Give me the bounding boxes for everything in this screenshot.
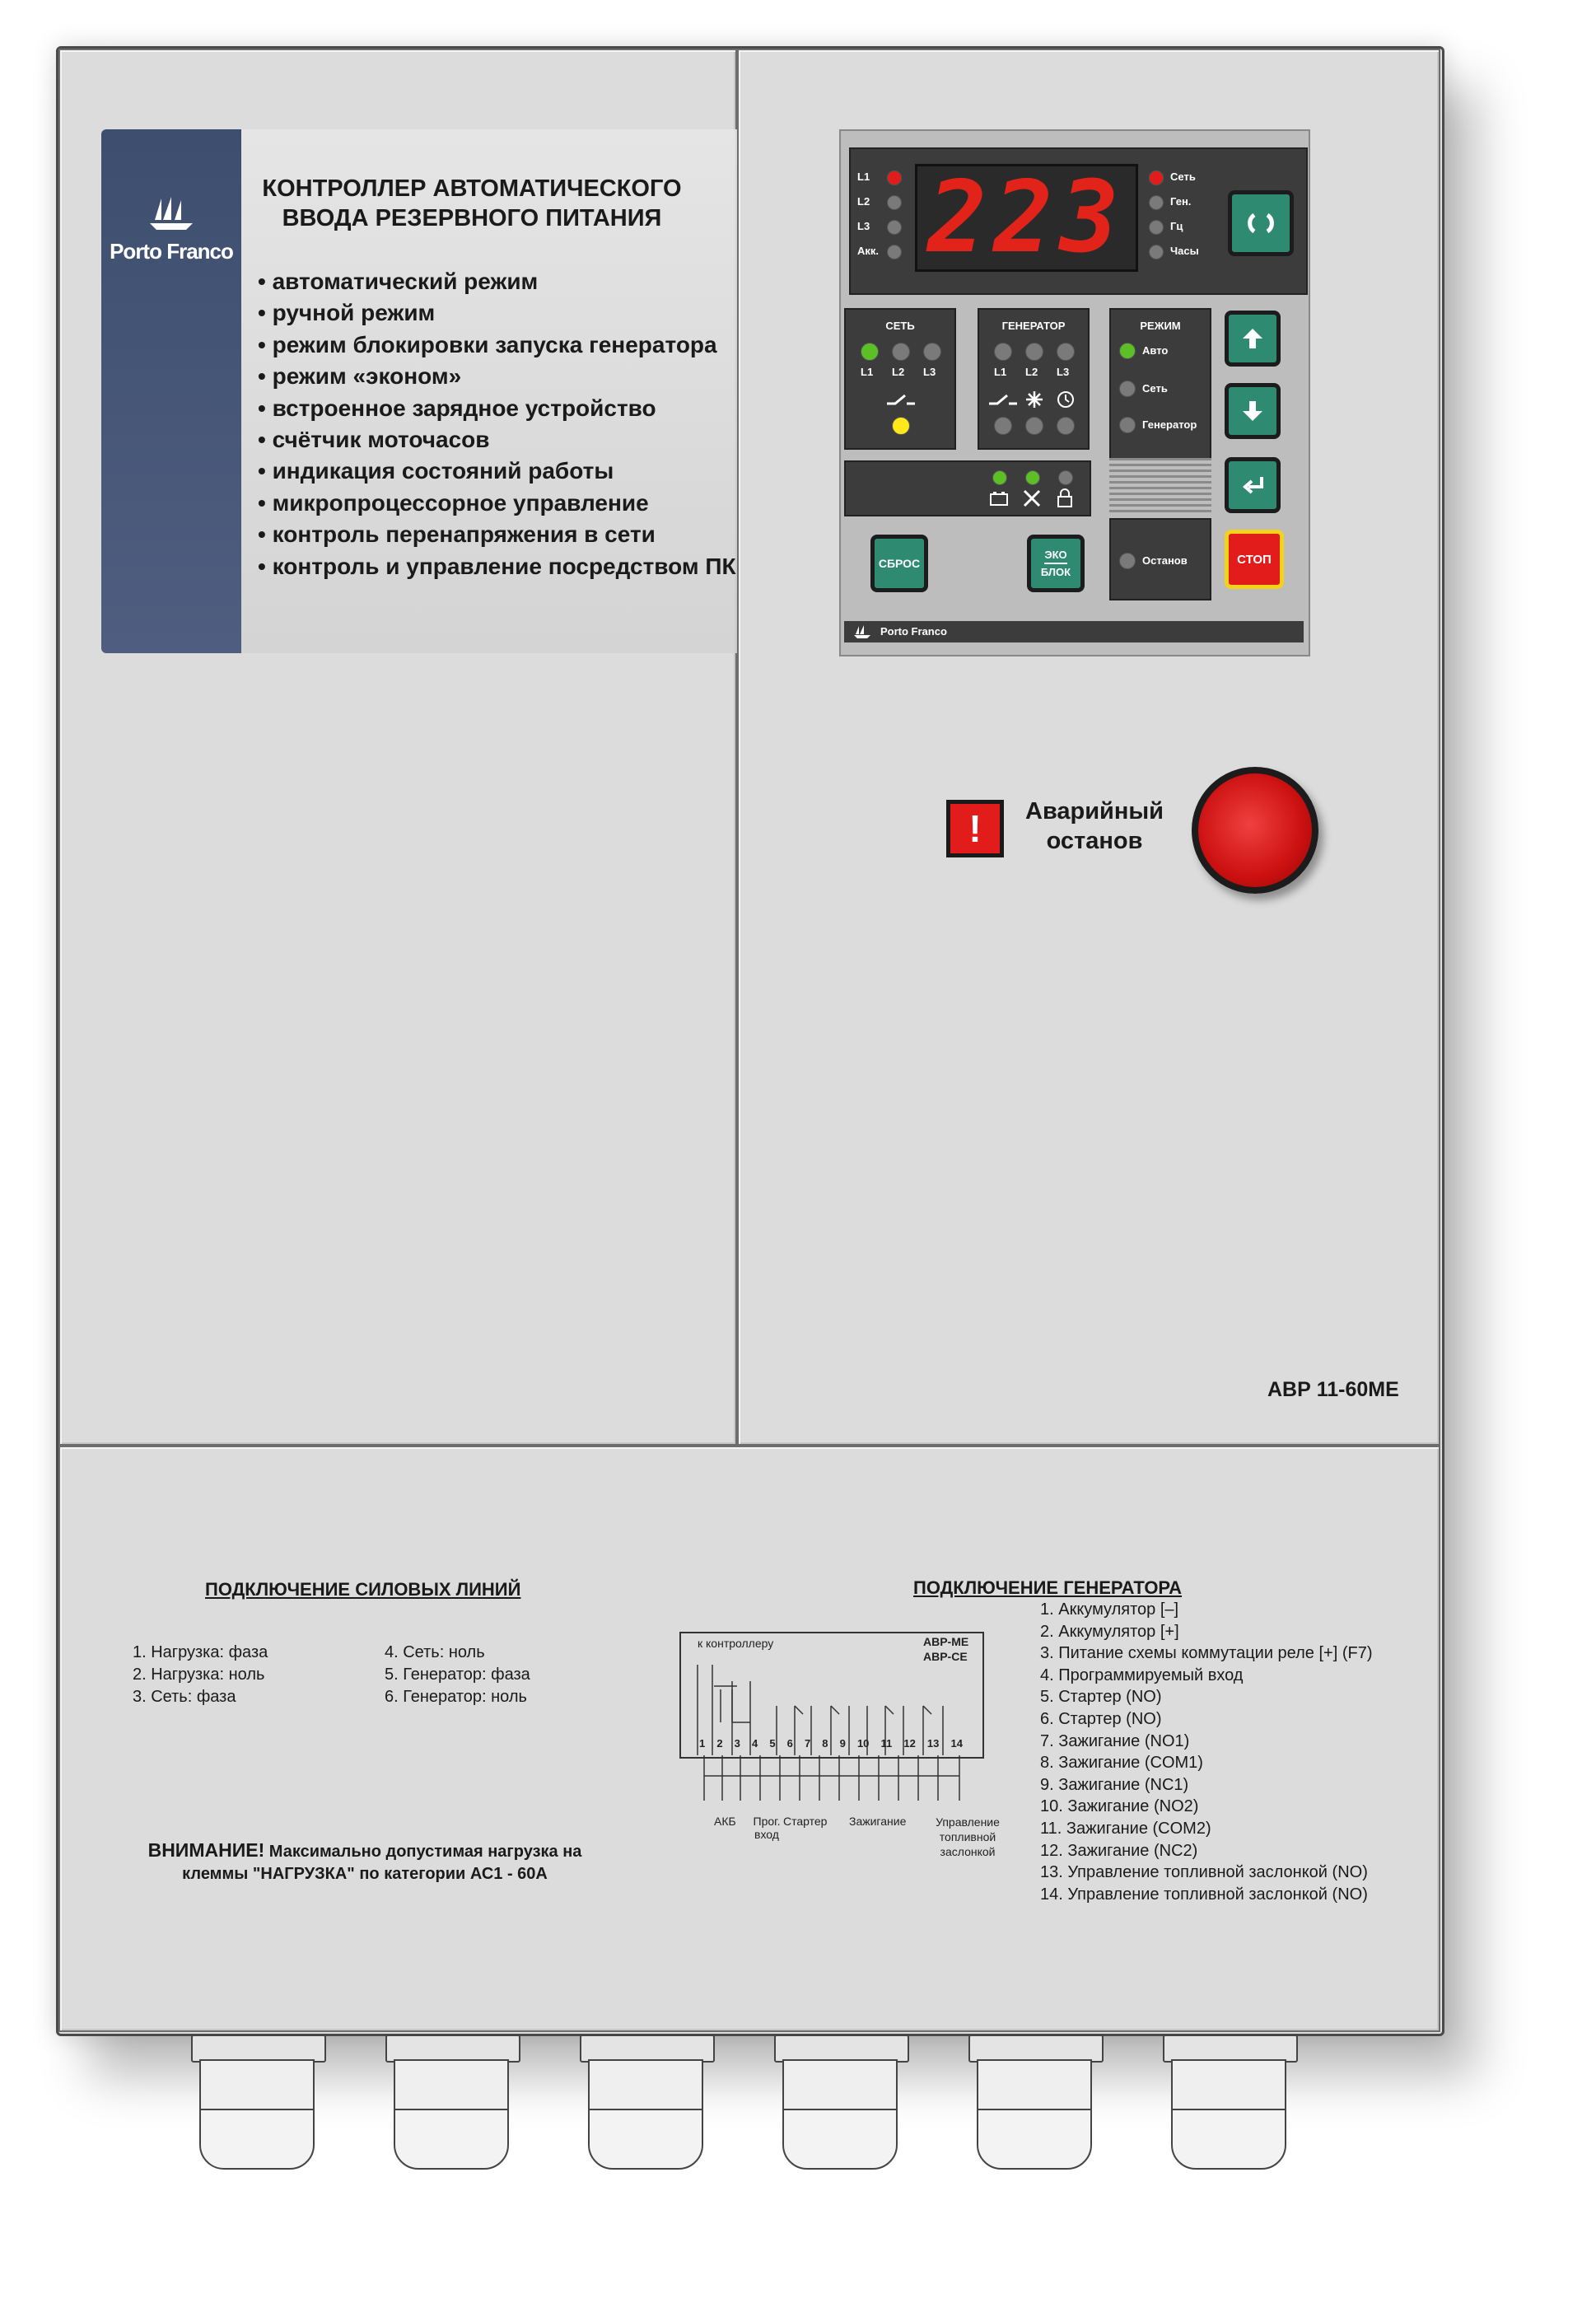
diagram-controller-label: к контроллеру <box>698 1637 774 1650</box>
device-title <box>241 174 702 233</box>
cabinet <box>56 46 1444 2036</box>
mode-title: РЕЖИМ <box>1140 320 1181 332</box>
terminal-item: 8. Зажигание (COM1) <box>1040 1754 1203 1773</box>
led-gen-l3 <box>1057 343 1075 361</box>
cable-gland <box>191 2035 323 2175</box>
gen-l2-label: L2 <box>1025 366 1038 378</box>
power-item: 5. Генератор: фаза <box>385 1666 530 1684</box>
display-box <box>849 147 1308 295</box>
terminal-item: 14. Управление топливной заслонкой (NO) <box>1040 1885 1368 1904</box>
terminal-item: 5. Стартер (NO) <box>1040 1688 1162 1707</box>
block-label: БЛОК <box>1040 566 1071 578</box>
caption-akb: АКБ <box>714 1815 736 1828</box>
label-akk: Акк. <box>857 245 880 257</box>
led-gen-switch <box>994 417 1012 435</box>
power-item: 6. Генератор: ноль <box>385 1688 527 1706</box>
stop-mode-label: Останов <box>1142 554 1188 567</box>
emergency-stop-button[interactable] <box>1192 767 1318 894</box>
warning-title: ВНИМАНИЕ! <box>147 1839 265 1861</box>
power-lines-col-2 <box>385 1642 530 1708</box>
feature-item: • автоматический режим <box>258 266 736 297</box>
cable-gland <box>968 2035 1100 2175</box>
led-stop <box>1119 553 1136 569</box>
terminal-item: 7. Зажигание (NO1) <box>1040 1731 1190 1750</box>
terminal-number: 4 <box>751 1737 758 1750</box>
right-door[interactable] <box>737 49 1440 1446</box>
net-l3-label: L3 <box>923 366 936 378</box>
cable-gland <box>580 2035 712 2175</box>
seven-segment-display: 223 <box>915 164 1138 272</box>
led-net-l3 <box>923 343 941 361</box>
warning-text-2: клеммы "НАГРУЗКА" по категории АС1 - 60А <box>182 1865 548 1883</box>
generator-terminal-list <box>1040 1599 1373 1905</box>
emergency-line-1: Аварийный <box>1025 798 1164 825</box>
net-title: СЕТЬ <box>885 320 915 332</box>
caption-prog-input: Прог. вход <box>753 1815 781 1841</box>
load-warning <box>134 1839 595 1885</box>
up-button[interactable] <box>1225 311 1281 367</box>
generator-group <box>978 308 1090 450</box>
terminal-number: 12 <box>903 1737 916 1750</box>
caption-ignition: Зажигание <box>849 1815 907 1828</box>
led-lock <box>1058 470 1073 485</box>
brand-strip <box>101 129 241 653</box>
power-item: 4. Сеть: ноль <box>385 1643 485 1661</box>
led-net-l2 <box>892 343 910 361</box>
led-charger <box>992 470 1007 485</box>
terminal-number: 5 <box>769 1737 776 1750</box>
terminal-item: 3. Питание схемы коммутации реле [+] (F7) <box>1040 1644 1373 1663</box>
stop-button[interactable]: СТОП <box>1225 530 1284 589</box>
terminal-number: 9 <box>839 1737 846 1750</box>
brand-name: Porto Franco <box>110 239 233 264</box>
led-l1 <box>887 171 902 185</box>
led-net <box>1149 171 1164 185</box>
net-l2-label: L2 <box>892 366 905 378</box>
terminal-number: 14 <box>950 1737 963 1750</box>
terminal-number: 13 <box>926 1737 940 1750</box>
warning-text-1: Максимально допустимая нагрузка на <box>264 1843 582 1861</box>
terminal-number: 10 <box>856 1737 870 1750</box>
led-l3 <box>887 220 902 235</box>
feature-item: • режим «эконом» <box>258 361 736 392</box>
cable-gland <box>385 2035 517 2175</box>
terminal-number: 11 <box>880 1737 893 1750</box>
cycle-button[interactable] <box>1228 190 1294 256</box>
gen-title: ГЕНЕРАТОР <box>1001 320 1066 332</box>
emergency-line-2: останов <box>1046 828 1143 854</box>
led-mode-gen <box>1119 417 1136 433</box>
power-lines-title: ПОДКЛЮЧЕНИЕ СИЛОВЫХ ЛИНИЙ <box>205 1579 521 1600</box>
terminal-item: 11. Зажигание (COM2) <box>1040 1819 1211 1838</box>
label-hz: Гц <box>1170 220 1183 232</box>
speaker-grille <box>1109 458 1211 512</box>
label-l1: L1 <box>857 171 870 183</box>
arrow-up-icon <box>1241 327 1264 350</box>
power-item: 2. Нагрузка: ноль <box>133 1666 265 1684</box>
led-l2 <box>887 195 902 210</box>
feature-item: • контроль и управление посредством ПК <box>258 551 736 582</box>
feature-item: • контроль перенапряжения в сети <box>258 519 736 550</box>
led-net-l1 <box>861 343 879 361</box>
cable-gland <box>774 2035 906 2175</box>
gen-l3-label: L3 <box>1057 366 1070 378</box>
controller-panel <box>839 129 1310 656</box>
terminal-item: 6. Стартер (NO) <box>1040 1709 1162 1728</box>
terminal-number: 7 <box>804 1737 811 1750</box>
diagram-wiring <box>679 1632 986 1805</box>
terminal-item: 10. Зажигание (NO2) <box>1040 1797 1199 1816</box>
terminal-item: 13. Управление топливной заслонкой (NO) <box>1040 1863 1368 1882</box>
feature-item: • индикация состояний работы <box>258 456 736 487</box>
label-hours: Часы <box>1170 245 1199 257</box>
diagram-model-1: АВР-МЕ <box>923 1635 969 1648</box>
terminal-number: 8 <box>822 1737 828 1750</box>
terminal-item: 2. Аккумулятор [+] <box>1040 1622 1179 1641</box>
led-akk <box>887 245 902 259</box>
feature-item: • ручной режим <box>258 297 736 329</box>
led-hz <box>1149 220 1164 235</box>
terminal-item: 4. Программируемый вход <box>1040 1666 1244 1684</box>
status-box <box>844 460 1091 516</box>
brand-logo <box>101 195 241 264</box>
wiring-diagram <box>679 1632 1000 1871</box>
led-mode-net <box>1119 381 1136 397</box>
enter-icon <box>1240 474 1265 497</box>
label-net: Сеть <box>1170 171 1196 183</box>
power-lines-col-1 <box>133 1642 268 1708</box>
power-item: 1. Нагрузка: фаза <box>133 1643 268 1661</box>
switch-icon <box>989 392 1017 409</box>
terminal-item: 9. Зажигание (NC1) <box>1040 1775 1189 1794</box>
generator-title: ПОДКЛЮЧЕНИЕ ГЕНЕРАТОРА <box>913 1577 1183 1598</box>
terminal-number: 2 <box>716 1737 723 1750</box>
label-l3: L3 <box>857 220 870 232</box>
title-line-1: КОНТРОЛЛЕР АВТОМАТИЧЕСКОГО <box>262 175 682 202</box>
cable-gland <box>1163 2035 1295 2175</box>
led-net-switch <box>892 417 910 435</box>
terminal-item: 1. Аккумулятор [–] <box>1040 1600 1179 1619</box>
eco-block-button[interactable] <box>1027 535 1085 592</box>
tools-icon <box>1022 488 1042 508</box>
lower-panel <box>58 1446 1440 2032</box>
led-gen-clock <box>1057 417 1075 435</box>
ship-icon <box>147 195 196 233</box>
model-label: АВР 11-60МЕ <box>1267 1378 1399 1401</box>
down-button[interactable] <box>1225 383 1281 439</box>
lock-icon <box>1056 488 1074 508</box>
led-gen-starter <box>1025 417 1043 435</box>
power-item: 3. Сеть: фаза <box>133 1688 236 1706</box>
terminal-number: 1 <box>699 1737 706 1750</box>
mode-auto-label: Авто <box>1142 344 1169 357</box>
emergency-warning-icon: ! <box>946 800 1004 857</box>
mode-gen-label: Генератор <box>1142 418 1197 431</box>
net-group <box>844 308 956 450</box>
led-mode-auto <box>1119 343 1136 359</box>
refresh-icon <box>1244 207 1277 240</box>
eco-label: ЭКО <box>1044 549 1066 564</box>
mode-group <box>1109 308 1211 461</box>
diagram-terminal-numbers <box>699 1737 963 1750</box>
feature-item: • микропроцессорное управление <box>258 488 736 519</box>
feature-list <box>258 266 736 582</box>
gen-l1-label: L1 <box>994 366 1007 378</box>
panel-footer <box>844 621 1304 642</box>
footer-brand: Porto Franco <box>880 625 947 638</box>
emergency-label <box>1020 797 1169 856</box>
feature-item: • режим блокировки запуска генератора <box>258 329 736 361</box>
mode-net-label: Сеть <box>1142 382 1168 395</box>
terminal-number: 3 <box>734 1737 740 1750</box>
diagram-model-2: АВР-СЕ <box>923 1650 968 1663</box>
reset-button[interactable]: СБРОС <box>870 535 928 592</box>
caption-starter: Стартер <box>783 1815 828 1828</box>
feature-item: • счётчик моточасов <box>258 424 736 456</box>
net-l1-label: L1 <box>861 366 874 378</box>
arrow-down-icon <box>1241 399 1264 423</box>
battery-icon <box>989 490 1009 507</box>
led-gen <box>1149 195 1164 210</box>
label-l2: L2 <box>857 195 870 208</box>
caption-fuel-damper: Управление топливной заслонкой <box>936 1815 1000 1858</box>
led-gen-l2 <box>1025 343 1043 361</box>
clock-icon <box>1057 390 1075 409</box>
led-service <box>1025 470 1040 485</box>
ship-icon <box>852 624 872 639</box>
label-gen: Ген. <box>1170 195 1192 208</box>
left-door[interactable] <box>58 49 737 1446</box>
terminal-number: 6 <box>786 1737 793 1750</box>
terminal-item: 12. Зажигание (NC2) <box>1040 1841 1198 1860</box>
led-gen-l1 <box>994 343 1012 361</box>
enter-button[interactable] <box>1225 457 1281 513</box>
switch-icon <box>887 392 915 409</box>
title-line-2: ВВОДА РЕЗЕРВНОГО ПИТАНИЯ <box>282 205 662 231</box>
stop-mode-box <box>1109 518 1211 600</box>
led-hours <box>1149 245 1164 259</box>
starter-icon <box>1025 390 1043 409</box>
feature-item: • встроенное зарядное устройство <box>258 393 736 424</box>
